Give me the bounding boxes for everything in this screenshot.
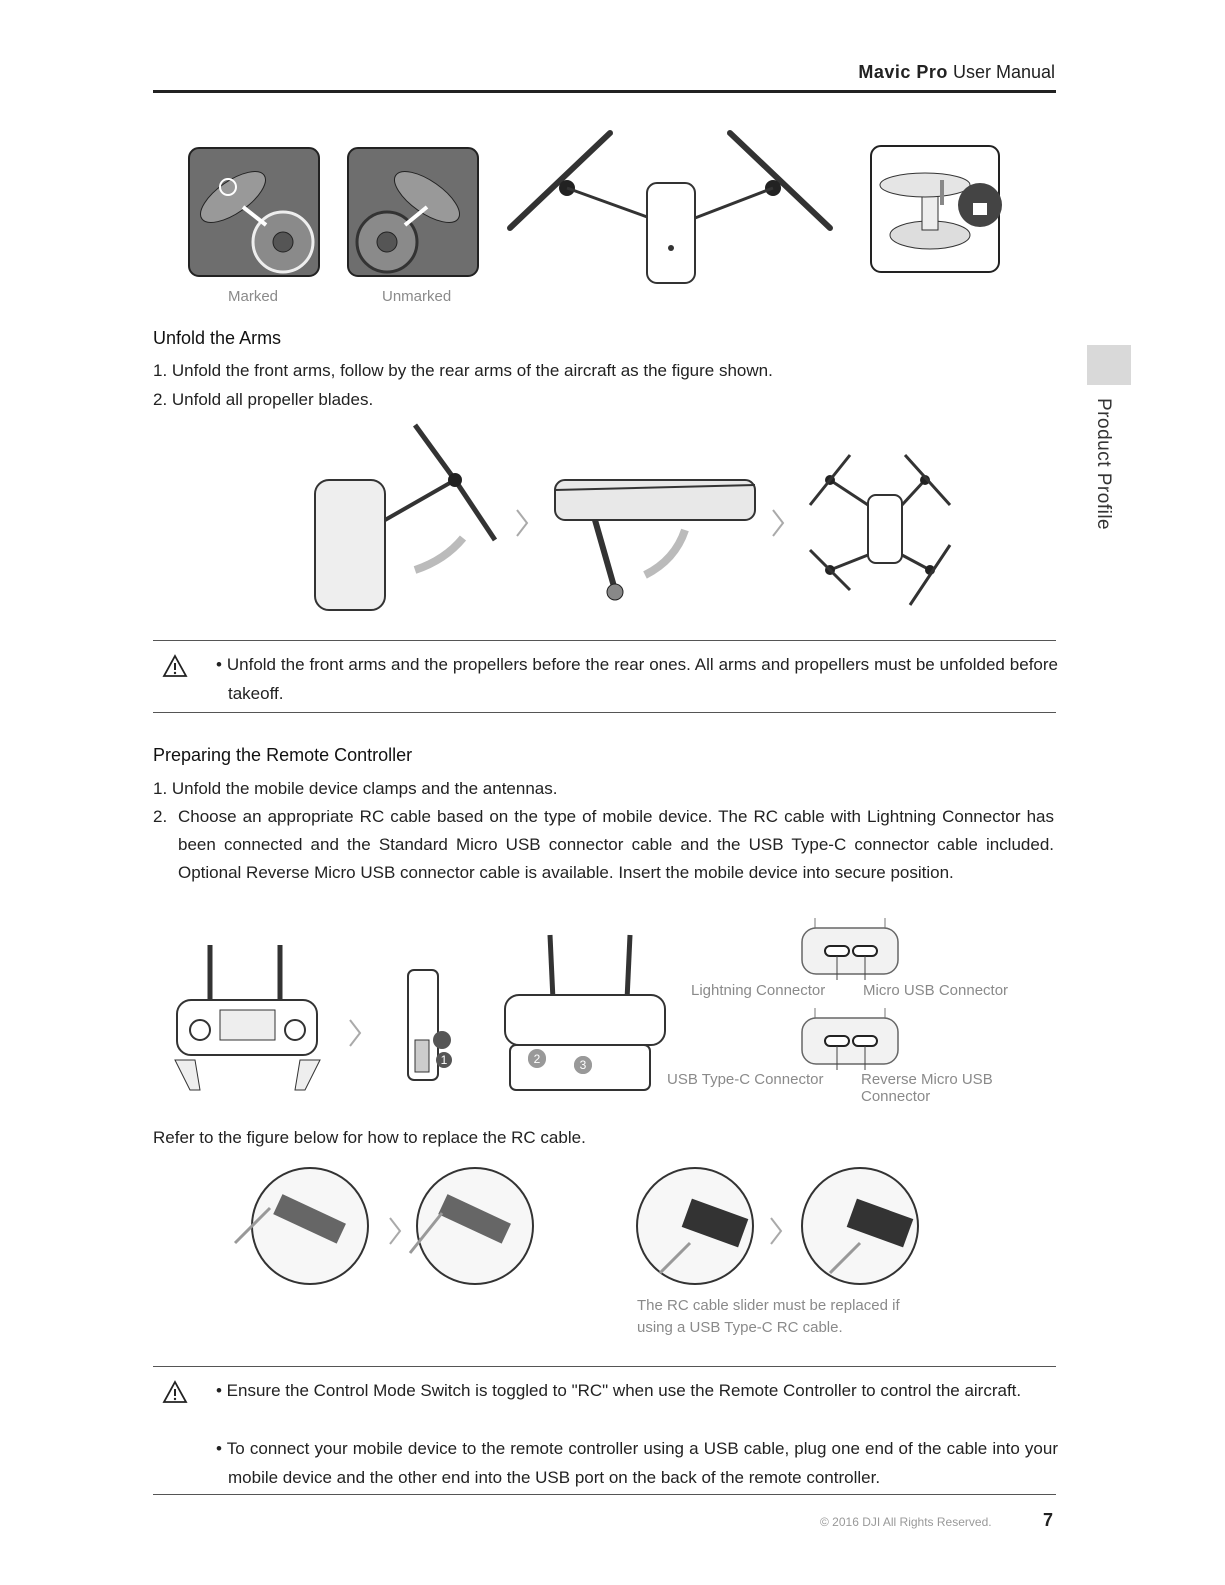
warning2-rule-top — [153, 1366, 1056, 1367]
remote-step-2: Choose an appropriate RC cable based on the type of mobile device. The RC cable with Lightning Connector has been connected and the Standard Micro USB connector cable and the USB Type-C connector cable included. Optional Reverse Micro USB connector cable is available. Insert the mobile device into secure position. — [178, 807, 1054, 882]
label-lightning-connector: Lightning Connector — [691, 982, 826, 999]
header-title: User Manual — [952, 62, 1055, 82]
remote-controller-figure — [165, 940, 675, 1100]
step-badge-3: 3 — [574, 1056, 592, 1074]
slider-note-line-1: The RC cable slider must be replaced if — [637, 1297, 900, 1314]
warning-icon — [163, 1381, 187, 1403]
unfold-step-2: 2. Unfold all propeller blades. — [153, 390, 374, 409]
unfold-sequence-figure — [305, 420, 965, 620]
warning-rule-bottom — [153, 712, 1056, 713]
refer-text: Refer to the figure below for how to replace the RC cable. — [153, 1128, 586, 1147]
warning2-rule-bottom — [153, 1494, 1056, 1495]
page-number: 7 — [1043, 1510, 1054, 1530]
caption-marked: Marked — [228, 288, 279, 305]
unmarked-propeller-figure — [347, 147, 479, 277]
usbc-reverse-connector-icon — [800, 1008, 900, 1066]
drone-arms-figure — [505, 128, 835, 286]
propeller-lock-figure — [870, 145, 1002, 275]
label-reverse-micro-usb-2: Connector — [861, 1088, 931, 1105]
remote-step-2-number: 2. — [153, 807, 168, 826]
slider-note-line-2: using a USB Type-C RC cable. — [637, 1319, 843, 1336]
remote-warning-1: • Ensure the Control Mode Switch is toggled to "RC" when use the Remote Controller to control the aircraft. — [216, 1381, 1022, 1400]
caption-unmarked: Unmarked — [382, 288, 452, 305]
remote-step-1: 1. Unfold the mobile device clamps and the antennas. — [153, 779, 558, 798]
lightning-micro-connector-icon — [800, 918, 900, 976]
warning-icon — [163, 655, 187, 677]
header-brand: Mavic Pro — [858, 62, 948, 82]
marked-propeller-figure — [188, 147, 320, 277]
section-title-remote: Preparing the Remote Controller — [153, 745, 413, 765]
running-header — [858, 62, 1055, 83]
remote-warning-2: • To connect your mobile device to the remote controller using a USB cable, plug one end of the cable into your mobile device and the other end into the USB port on the back of the remote controller. — [216, 1439, 1058, 1487]
unfold-warning: • Unfold the front arms and the propellers before the rear ones. All arms and propellers must be unfolded before takeoff. — [216, 655, 1058, 703]
label-micro-usb-connector: Micro USB Connector — [863, 982, 1009, 999]
side-tab-marker — [1087, 345, 1131, 385]
header-rule — [153, 90, 1056, 93]
warning-rule-top — [153, 640, 1056, 641]
label-reverse-micro-usb-1: Reverse Micro USB — [861, 1071, 993, 1088]
step-badge-2: 2 — [528, 1050, 546, 1068]
label-usb-c-connector: USB Type-C Connector — [667, 1071, 824, 1088]
cable-replacement-figure — [230, 1168, 950, 1288]
unfold-step-1: 1. Unfold the front arms, follow by the rear arms of the aircraft as the figure shown. — [153, 361, 773, 380]
section-title-unfold: Unfold the Arms — [153, 328, 282, 348]
footer-copyright: © 2016 DJI All Rights Reserved. — [820, 1515, 992, 1529]
side-tab-label: Product Profile — [1093, 398, 1114, 531]
step-badge-1: 1 — [436, 1052, 452, 1068]
